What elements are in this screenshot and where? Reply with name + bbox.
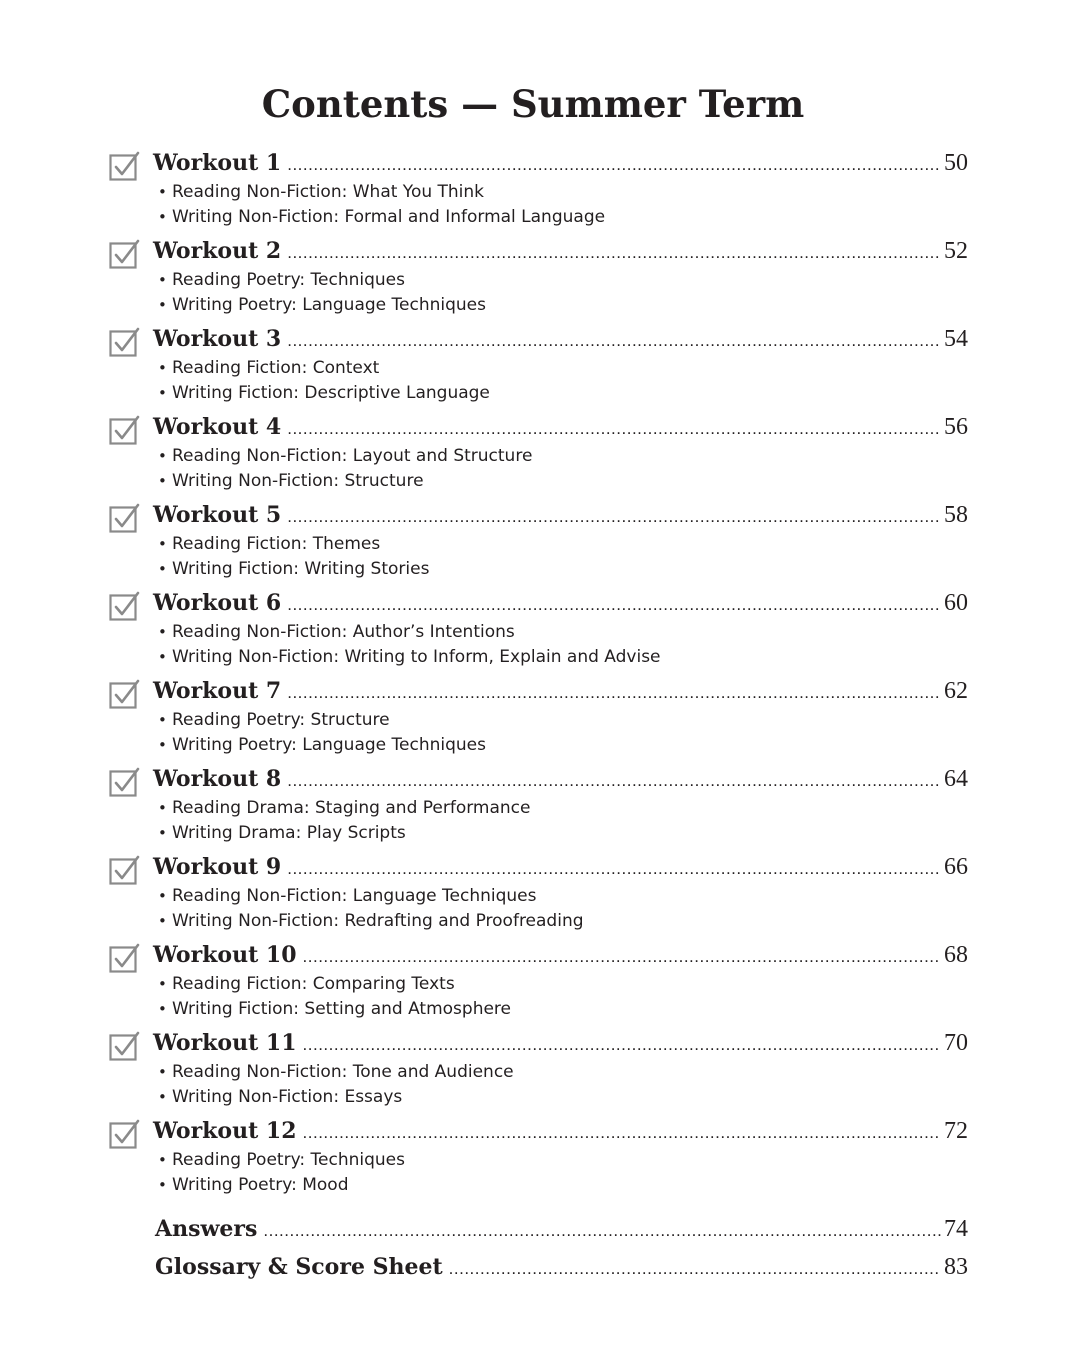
- entry-page-number: 54: [944, 326, 968, 352]
- topic-item: [158, 645, 661, 670]
- contents-entry-extra-2[interactable]: [0, 1250, 1066, 1288]
- entry-page-number: 74: [944, 1216, 968, 1242]
- bullet-icon: •: [158, 447, 167, 465]
- bullet-icon: •: [158, 1151, 167, 1169]
- bullet-icon: •: [158, 296, 167, 314]
- topic-text: Writing Fiction: Writing Stories: [172, 559, 430, 579]
- topic-item: [158, 884, 584, 909]
- topic-item: [158, 1085, 514, 1110]
- topic-text: Writing Non-Fiction: Structure: [172, 471, 424, 491]
- topic-text: Writing Non-Fiction: Formal and Informal Language: [172, 207, 606, 227]
- entry-row[interactable]: [153, 766, 968, 796]
- bullet-icon: •: [158, 359, 167, 377]
- entry-topics: [158, 1148, 405, 1198]
- contents-entry-workout-9[interactable]: [0, 850, 1066, 938]
- topic-text: Writing Drama: Play Scripts: [172, 823, 406, 843]
- topic-item: [158, 708, 486, 733]
- entry-topics: [158, 532, 429, 582]
- bullet-icon: •: [158, 1088, 167, 1106]
- topic-item: [158, 1173, 405, 1198]
- entry-topics: [158, 620, 661, 670]
- dot-leader: [303, 1123, 941, 1143]
- topic-item: [158, 1060, 514, 1085]
- entry-page-number: 60: [944, 590, 968, 616]
- entry-row[interactable]: [155, 1216, 968, 1246]
- dot-leader: [303, 947, 941, 967]
- topic-text: Writing Non-Fiction: Essays: [172, 1087, 403, 1107]
- topic-text: Reading Non-Fiction: Tone and Audience: [172, 1062, 514, 1082]
- contents-entry-workout-2[interactable]: [0, 234, 1066, 322]
- topic-text: Reading Non-Fiction: Language Techniques: [172, 886, 537, 906]
- checkbox-tick-icon[interactable]: [108, 678, 144, 710]
- contents-list: [0, 146, 1066, 1202]
- entry-topics: [158, 1060, 514, 1110]
- dot-leader: [287, 683, 941, 703]
- entry-topics: [158, 884, 584, 934]
- bullet-icon: •: [158, 183, 167, 201]
- entry-title: Workout 12: [153, 1118, 297, 1144]
- bullet-icon: •: [158, 711, 167, 729]
- topic-item: [158, 1148, 405, 1173]
- contents-entry-workout-12[interactable]: [0, 1114, 1066, 1202]
- topic-text: Writing Non-Fiction: Redrafting and Proofreading: [172, 911, 584, 931]
- entry-topics: [158, 356, 490, 406]
- entry-title: Workout 10: [153, 942, 297, 968]
- entry-row[interactable]: [153, 150, 968, 180]
- contents-entry-workout-11[interactable]: [0, 1026, 1066, 1114]
- contents-entry-workout-3[interactable]: [0, 322, 1066, 410]
- entry-row[interactable]: [153, 678, 968, 708]
- topic-text: Writing Fiction: Setting and Atmosphere: [172, 999, 511, 1019]
- entry-row[interactable]: [153, 1030, 968, 1060]
- entry-title: Workout 11: [153, 1030, 297, 1056]
- entry-row[interactable]: [153, 414, 968, 444]
- topic-item: [158, 620, 661, 645]
- topic-item: [158, 997, 511, 1022]
- entry-page-number: 68: [944, 942, 968, 968]
- entry-topics: [158, 796, 531, 846]
- topic-item: [158, 796, 531, 821]
- topic-text: Reading Fiction: Context: [172, 358, 380, 378]
- topic-item: [158, 733, 486, 758]
- entry-row[interactable]: [153, 502, 968, 532]
- topic-text: Reading Non-Fiction: Author’s Intentions: [172, 622, 515, 642]
- bullet-icon: •: [158, 1176, 167, 1194]
- checkbox-tick-icon[interactable]: [108, 766, 144, 798]
- dot-leader: [303, 1035, 941, 1055]
- entry-row[interactable]: [155, 1254, 968, 1284]
- topic-item: [158, 381, 490, 406]
- topic-item: [158, 557, 429, 582]
- entry-row[interactable]: [153, 854, 968, 884]
- topic-text: Reading Drama: Staging and Performance: [172, 798, 531, 818]
- bullet-icon: •: [158, 384, 167, 402]
- topic-text: Reading Non-Fiction: What You Think: [172, 182, 485, 202]
- topic-text: Writing Non-Fiction: Writing to Inform, Explain and Advise: [172, 647, 661, 667]
- bullet-icon: •: [158, 271, 167, 289]
- checkbox-tick-icon[interactable]: [108, 942, 144, 974]
- topic-item: [158, 205, 605, 230]
- checkbox-tick-icon[interactable]: [108, 150, 144, 182]
- entry-page-number: 72: [944, 1118, 968, 1144]
- dot-leader: [287, 331, 941, 351]
- bullet-icon: •: [158, 208, 167, 226]
- topic-text: Reading Poetry: Techniques: [172, 1150, 405, 1170]
- bullet-icon: •: [158, 799, 167, 817]
- checkbox-tick-icon[interactable]: [108, 238, 144, 270]
- dot-leader: [287, 243, 941, 263]
- topic-item: [158, 293, 486, 318]
- entry-title: Workout 5: [153, 502, 282, 528]
- dot-leader: [287, 771, 941, 791]
- entry-row[interactable]: [153, 238, 968, 268]
- bullet-icon: •: [158, 1063, 167, 1081]
- entry-title: Workout 3: [153, 326, 282, 352]
- entry-page-number: 62: [944, 678, 968, 704]
- contents-entry-workout-8[interactable]: [0, 762, 1066, 850]
- checkbox-tick-icon[interactable]: [108, 326, 144, 358]
- topic-text: Writing Poetry: Mood: [172, 1175, 349, 1195]
- topic-text: Reading Fiction: Comparing Texts: [172, 974, 455, 994]
- topic-text: Writing Poetry: Language Techniques: [172, 295, 486, 315]
- page-title: Contents — Summer Term: [261, 82, 805, 126]
- checkbox-tick-icon[interactable]: [108, 1030, 144, 1062]
- topic-text: Writing Fiction: Descriptive Language: [172, 383, 490, 403]
- dot-leader: [287, 419, 941, 439]
- bullet-icon: •: [158, 623, 167, 641]
- dot-leader: [263, 1221, 941, 1241]
- bullet-icon: •: [158, 472, 167, 490]
- entry-title: Workout 7: [153, 678, 282, 704]
- contents-entry-workout-5[interactable]: [0, 498, 1066, 586]
- bullet-icon: •: [158, 912, 167, 930]
- dot-leader: [449, 1259, 941, 1279]
- bullet-icon: •: [158, 887, 167, 905]
- entry-page-number: 56: [944, 414, 968, 440]
- entry-row[interactable]: [153, 590, 968, 620]
- entry-row[interactable]: [153, 1118, 968, 1148]
- dot-leader: [287, 595, 941, 615]
- entry-title: Workout 6: [153, 590, 282, 616]
- topic-item: [158, 444, 532, 469]
- topic-text: Reading Poetry: Techniques: [172, 270, 405, 290]
- entry-topics: [158, 180, 605, 230]
- entry-row[interactable]: [153, 326, 968, 356]
- bullet-icon: •: [158, 1000, 167, 1018]
- contents-entry-workout-1[interactable]: [0, 146, 1066, 234]
- contents-entry-extra-1[interactable]: [0, 1212, 1066, 1250]
- topic-item: [158, 532, 429, 557]
- bullet-icon: •: [158, 535, 167, 553]
- topic-item: [158, 469, 532, 494]
- entry-title: Glossary & Score Sheet: [155, 1254, 443, 1280]
- entry-page-number: 83: [944, 1254, 968, 1280]
- entry-page-number: 64: [944, 766, 968, 792]
- bullet-icon: •: [158, 560, 167, 578]
- bullet-icon: •: [158, 975, 167, 993]
- entry-topics: [158, 972, 511, 1022]
- bullet-icon: •: [158, 648, 167, 666]
- dot-leader: [287, 859, 941, 879]
- contents-entry-workout-6[interactable]: [0, 586, 1066, 674]
- entry-topics: [158, 268, 486, 318]
- topic-item: [158, 972, 511, 997]
- entry-title: Workout 1: [153, 150, 282, 176]
- dot-leader: [287, 507, 941, 527]
- bullet-icon: •: [158, 736, 167, 754]
- topic-item: [158, 909, 584, 934]
- entry-row[interactable]: [153, 942, 968, 972]
- entry-title: Workout 4: [153, 414, 282, 440]
- contents-entry-workout-7[interactable]: [0, 674, 1066, 762]
- entry-title: Workout 9: [153, 854, 282, 880]
- checkbox-tick-icon[interactable]: [108, 590, 144, 622]
- entry-page-number: 58: [944, 502, 968, 528]
- topic-text: Reading Poetry: Structure: [172, 710, 390, 730]
- entry-title: Workout 8: [153, 766, 282, 792]
- checkbox-tick-icon[interactable]: [108, 414, 144, 446]
- checkbox-tick-icon[interactable]: [108, 854, 144, 886]
- bullet-icon: •: [158, 824, 167, 842]
- topic-text: Reading Non-Fiction: Layout and Structure: [172, 446, 533, 466]
- entry-title: Workout 2: [153, 238, 282, 264]
- topic-item: [158, 180, 605, 205]
- dot-leader: [287, 155, 941, 175]
- extras-list: [0, 1212, 1066, 1288]
- contents-entry-workout-10[interactable]: [0, 938, 1066, 1026]
- topic-item: [158, 356, 490, 381]
- topic-item: [158, 821, 531, 846]
- checkbox-tick-icon[interactable]: [108, 1118, 144, 1150]
- entry-page-number: 52: [944, 238, 968, 264]
- contents-entry-workout-4[interactable]: [0, 410, 1066, 498]
- topic-text: Writing Poetry: Language Techniques: [172, 735, 486, 755]
- entry-topics: [158, 444, 532, 494]
- entry-topics: [158, 708, 486, 758]
- topic-text: Reading Fiction: Themes: [172, 534, 381, 554]
- entry-title: Answers: [155, 1216, 258, 1242]
- entry-page-number: 50: [944, 150, 968, 176]
- checkbox-tick-icon[interactable]: [108, 502, 144, 534]
- entry-page-number: 70: [944, 1030, 968, 1056]
- topic-item: [158, 268, 486, 293]
- entry-page-number: 66: [944, 854, 968, 880]
